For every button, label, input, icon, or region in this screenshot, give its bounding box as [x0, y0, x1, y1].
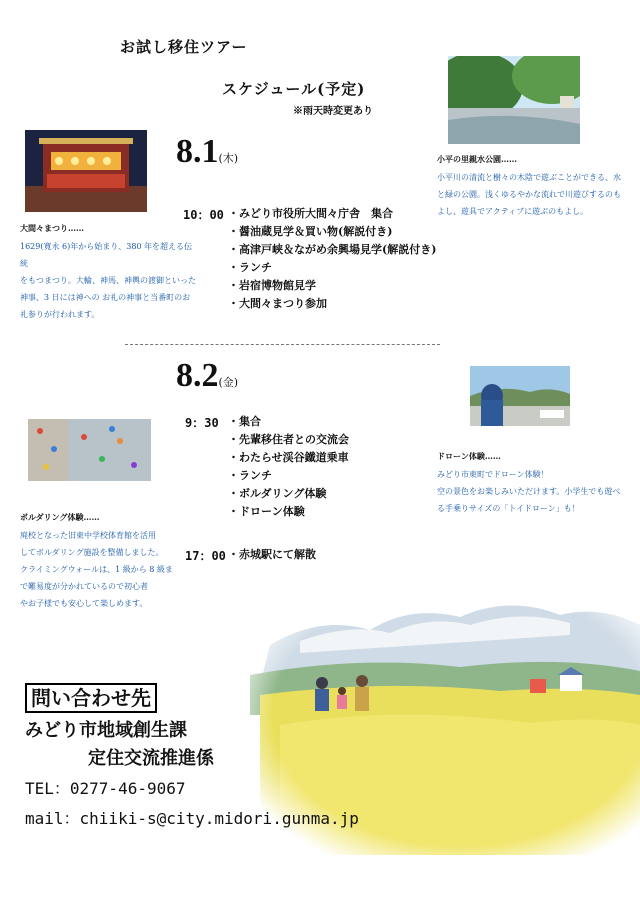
contact-mail[interactable]: mail：chiiki-s@city.midori.gunma.jp — [25, 809, 359, 828]
day1-schedule-list — [228, 205, 436, 313]
schedule-item: ・ランチ — [228, 469, 272, 482]
drone-caption-line: みどり市東町でドローン体験！ — [437, 470, 549, 479]
rain-note: ※雨天時変更あり — [293, 106, 373, 117]
tour-title: お試し移住ツアー — [120, 38, 248, 56]
schedule-subtitle: スケジュール(予定) — [222, 80, 366, 98]
bouldering-caption-line: クライミングウォールは、1 級から 8 級ま — [20, 565, 173, 574]
schedule-item: ・わたらせ渓谷鐵道乗車 — [228, 451, 349, 464]
park-caption-body — [437, 169, 632, 220]
schedule-item: ・集合 — [228, 415, 261, 428]
day2-end-item: ・赤城駅にて解散 — [228, 548, 316, 561]
day2-weekday: (金) — [218, 376, 239, 389]
day2-schedule-list — [228, 413, 349, 521]
bouldering-caption-line: してボルダリング施設を整備しました。 — [20, 548, 164, 557]
park-caption-line: 小平川の清流と樹々の木陰で遊ぶことができる、水 — [437, 173, 621, 182]
bouldering-caption-line: 廃校となった旧東中学校体育館を活用 — [20, 531, 156, 540]
drone-photo — [470, 366, 570, 426]
contact-heading: 問い合わせ先 — [25, 683, 157, 713]
festival-caption-line: 礼参りが行われます。 — [20, 310, 100, 319]
bouldering-caption-line: やお子様でも安心して楽しめます。 — [20, 599, 148, 608]
bouldering-caption-body — [20, 527, 185, 612]
schedule-item: ・ドローン体験 — [228, 505, 305, 518]
day2-date — [176, 357, 238, 395]
drone-caption-line: る手乗りサイズの「トイドローン」も！ — [437, 504, 580, 513]
schedule-item: ・ランチ — [228, 261, 272, 274]
bouldering-caption-line: で難易度が分かれているので初心者 — [20, 582, 148, 591]
bouldering-caption-title: ボルダリング体験…… — [20, 512, 100, 522]
park-caption-line: と緑の公園。浅くゆるやかな流れで川遊びするのも — [437, 190, 621, 199]
festival-caption-body — [20, 238, 200, 323]
drone-caption-line: 空の景色をお楽しみいただけます。小学生でも遊べ — [437, 487, 621, 496]
day1-start-time: 10：00 — [183, 208, 224, 222]
drone-caption-body — [437, 466, 632, 517]
contact-tel[interactable]: TEL：0277-46-9067 — [25, 779, 186, 798]
festival-photo — [25, 130, 147, 212]
drone-caption-title: ドローン体験…… — [437, 451, 501, 461]
day1-date — [176, 133, 238, 171]
schedule-item: ・大間々まつり参加 — [228, 297, 327, 310]
festival-caption-line: 1629(寛永 6)年から始まり、380 年を超える伝統 — [20, 242, 193, 268]
schedule-item: ・先輩移住者との交流会 — [228, 433, 349, 446]
schedule-item: ・岩宿博物館見学 — [228, 279, 316, 292]
festival-caption-line: 神事、3 日には神への お礼の神事と当番町のお — [20, 293, 191, 302]
park-photo — [448, 56, 580, 144]
festival-caption-line: をもつまつり。大輪、神馬、神輿の渡御といった — [20, 276, 196, 285]
festival-caption-title: 大間々まつり…… — [20, 223, 84, 233]
park-caption-line: よし、遊具でアクティブに遊ぶのもよし。 — [437, 207, 589, 216]
park-caption-title: 小平の里親水公園…… — [437, 154, 517, 164]
contact-org2: 定住交流推進係 — [88, 748, 214, 769]
schedule-item: ・高津戸峡＆ながめ余興場見学(解説付き) — [228, 243, 437, 256]
contact-org1: みどり市地域創生課 — [25, 720, 187, 741]
schedule-item: ・みどり市役所大間々庁舎 集合 — [228, 207, 393, 220]
bouldering-photo — [28, 419, 151, 481]
schedule-item: ・ボルダリング体験 — [228, 487, 327, 500]
day2-end-time: 17：00 — [185, 549, 226, 563]
day2-date-number: 8.2 — [176, 357, 219, 394]
day1-weekday: (木) — [218, 152, 239, 165]
day1-date-number: 8.1 — [176, 133, 219, 170]
day-divider — [125, 344, 440, 345]
schedule-item: ・醤油蔵見学＆買い物(解説付き) — [228, 225, 393, 238]
day2-start-time: 9：30 — [185, 416, 219, 430]
